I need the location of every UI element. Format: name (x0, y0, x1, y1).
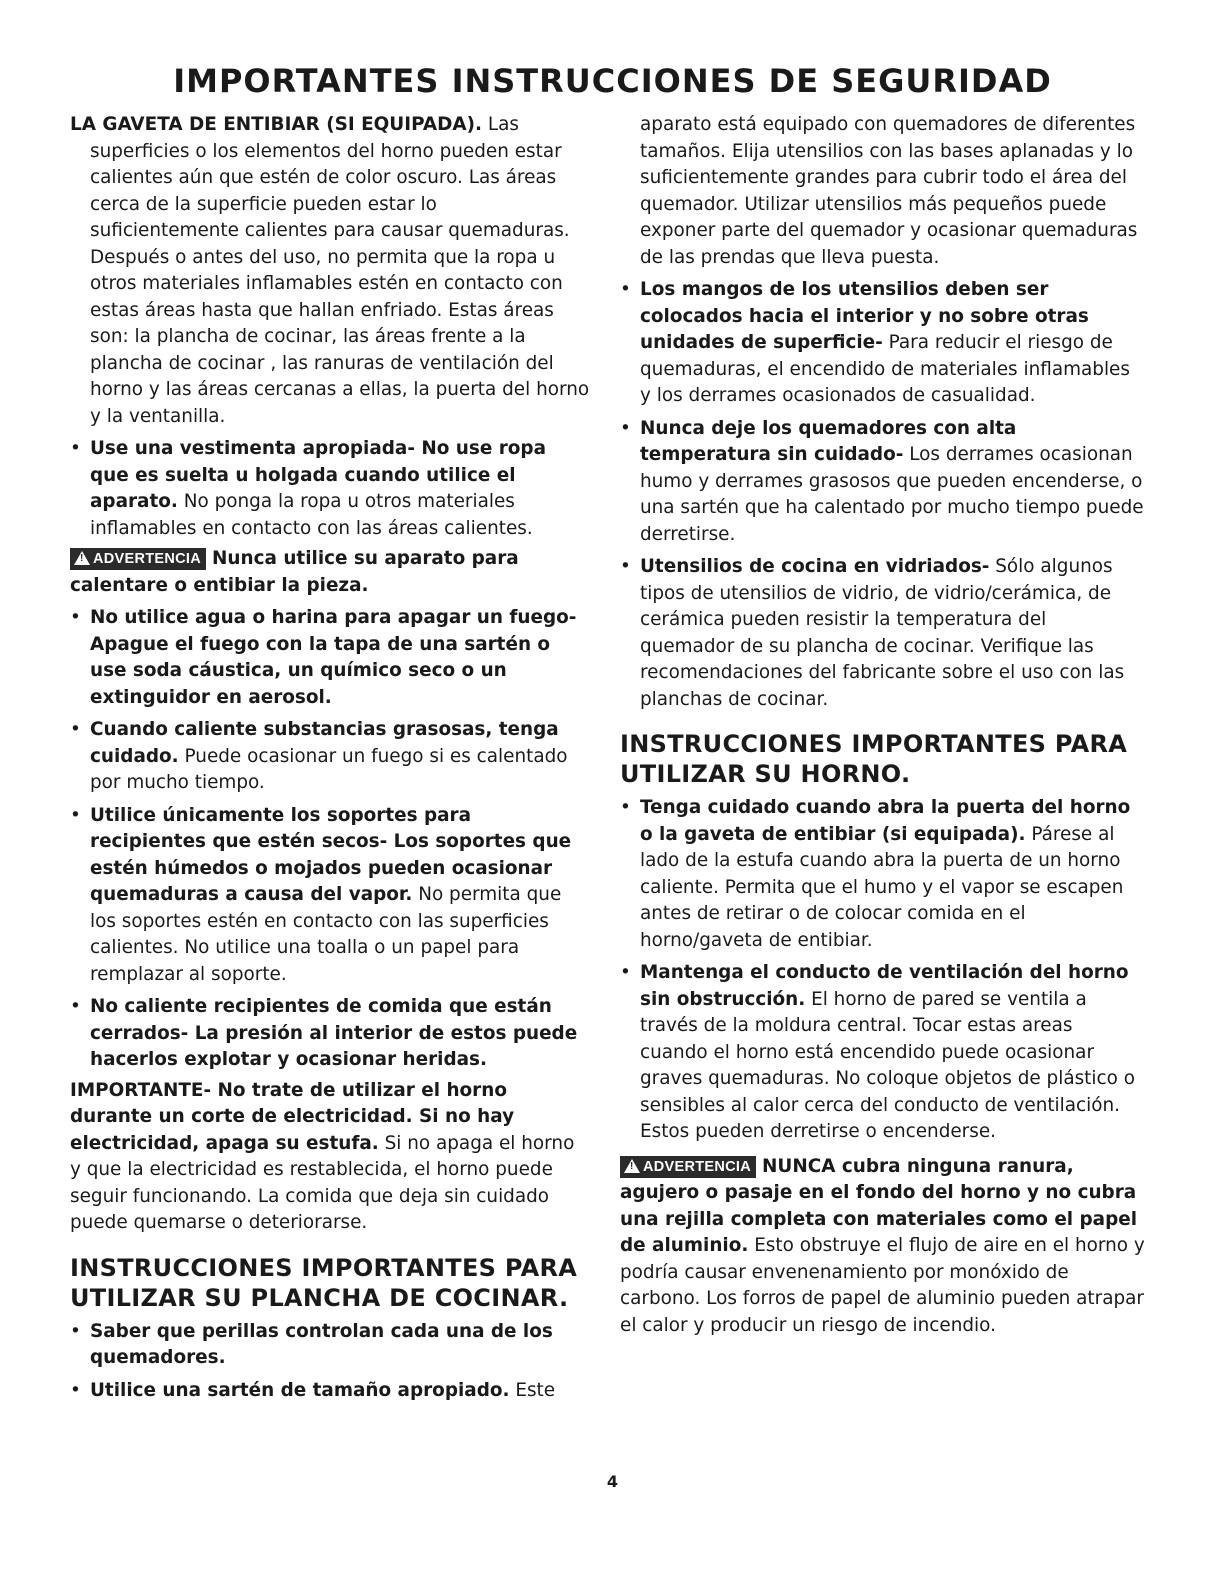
cooktop-section-heading: INSTRUCCIONES IMPORTANTES PARA UTILIZAR SU PLANCHA DE COCINAR. (70, 1253, 578, 1312)
page-number: 4 (606, 1472, 619, 1491)
bullet-text: Para reducir el riesgo de quemaduras, el encendido de materiales inflamables y los derrames ocasionados de casualidad. (640, 332, 1130, 406)
continued-paragraph: aparato está equipado con quemadores de diferentes tamaños. Elija utensilios con las bases aplanadas y lo suficientemente grandes para cubrir todo el área del quemador. Utilizar utensilios más pequeños puede exponer parte del quemador y ocasionar quemaduras de las prendas que lleva puesta. (640, 114, 1138, 268)
list-item (70, 605, 590, 711)
warning-text: Nunca utilice su aparato para calentare o entibiar la pieza. (70, 548, 519, 596)
bullet-bold: Los mangos de los utensilios deben ser colocados hacia el interior y no sobre otras unidades de superficie- (640, 279, 1089, 353)
bullet-icon: • (70, 719, 81, 740)
warming-drawer-heading: LA GAVETA DE ENTIBIAR (SI EQUIPADA). (70, 114, 482, 135)
bullet-icon: • (620, 962, 631, 983)
bullet-bold: Nunca deje los quemadores con alta temperatura sin cuidado- (640, 417, 1017, 465)
warning-note (620, 1154, 1145, 1340)
list-item (620, 960, 1145, 1146)
page-title: IMPORTANTES INSTRUCCIONES DE SEGURIDAD (173, 62, 1052, 100)
right-column (620, 112, 1145, 1339)
bullet-icon: • (620, 417, 631, 439)
warning-badge (70, 548, 206, 570)
bullet-icon: • (70, 804, 81, 826)
warning-note (70, 546, 590, 599)
bullet-bold: Utilice una sartén de tamaño apropiado. (90, 1379, 510, 1401)
bullet-bold: Cuando caliente substancias grasosas, tenga cuidado. (90, 719, 559, 767)
list-item (620, 416, 1145, 549)
warning-triangle-icon (74, 551, 90, 565)
list-item (620, 795, 1145, 954)
warming-drawer-text: Las superficies o los elementos del horno pueden estar calientes aún que estén de color oscuro. Las áreas cerca de la superficie pueden estar lo suficientemente calientes para causar quemaduras. Después o antes del uso, no permita que la ropa u otros materiales inflamables estén en contacto con estas áreas hasta que hallan enfriado. Estas áreas son: la plancha de cocinar, las áreas frente a la plancha de cocinar , las ranuras de ventilación del horno y las áreas cercanas a ellas, la puerta del horno y la ventanilla. (90, 114, 590, 427)
bullet-bold: Use una vestimenta apropiada- No use ropa que es suelta u holgada cuando utilice el aparato. (90, 438, 546, 512)
warming-drawer-paragraph (70, 112, 590, 430)
warning-label: ADVERTENCIA (93, 551, 202, 567)
bullet-icon: • (620, 797, 631, 818)
warning-triangle-icon (624, 1159, 640, 1173)
list-item (70, 994, 590, 1074)
bullet-bold: Utilice únicamente los soportes para recipientes que estén secos- Los soportes que estén húmedos o mojados pueden ocasionar quemaduras a causa del vapor. (90, 804, 572, 905)
bullet-icon: • (70, 607, 81, 628)
bullet-text: El horno de pared se ventila a través de la moldura central. Tocar estas areas cuando el horno está encendido puede ocasionar graves quemaduras. No coloque objetos de plástico o sensibles al calor cerca del conducto de ventilación. Estos pueden derretirse o encenderse. (640, 988, 1135, 1142)
warning-badge (620, 1156, 756, 1178)
oven-section-heading: INSTRUCCIONES IMPORTANTES PARA UTILIZAR SU HORNO. (620, 730, 1128, 788)
list-item (70, 1378, 590, 1405)
bullet-icon: • (620, 279, 631, 300)
bullet-text: No permita que los soportes estén en contacto con las superficies calientes. No utilice una toalla o un papel para remplazar al soporte. (90, 884, 562, 985)
bullet-bold: Saber que perillas controlan cada una de los quemadores. (90, 1320, 553, 1368)
list-item (620, 277, 1145, 410)
bullet-icon: • (620, 556, 631, 577)
bullet-text: No ponga la ropa u otros materiales inflamables en contacto con las áreas calientes. (90, 491, 533, 539)
list-item (70, 436, 590, 542)
bullet-bold: No caliente recipientes de comida que están cerrados- La presión al interior de estos puede hacerlos explotar y ocasionar heridas. (90, 996, 578, 1070)
bullet-text: Párese al lado de la estufa cuando abra la puerta de un horno caliente. Permita que el humo y el vapor se escapen antes de retirar o de colocar comida en el horno/gaveta de entibiar. (640, 823, 1124, 951)
bullet-icon: • (70, 1320, 81, 1342)
warning-text: Esto obstruye el flujo de aire en el horno y podría causar envenenamiento por monóxido de carbono. Los forros de papel de aluminio pueden atrapar el calor y producir un riesgo de incendio. (620, 1235, 1145, 1336)
list-item (70, 1319, 590, 1372)
bullet-text: Los derrames ocasionan humo y derrames grasosos que pueden encenderse, o una sartén que ha calentado por mucho tiempo puede derretirse. (640, 444, 1144, 545)
list-item (620, 554, 1145, 713)
bullet-icon: • (70, 438, 81, 459)
bullet-bold: Tenga cuidado cuando abra la puerta del horno o la gaveta de entibiar (si equipada). (640, 797, 1131, 845)
bullet-bold: No utilice agua o harina para apagar un fuego- Apague el fuego con la tapa de una sartén o use soda cáustica, un químico seco o un extinguidor en aerosol. (90, 607, 577, 708)
bullet-bold: Utensilios de cocina en vidriados- (640, 556, 990, 577)
bullet-bold: Mantenga el conducto de ventilación del horno sin obstrucción. (640, 962, 1129, 1010)
list-item (70, 717, 590, 797)
bullet-icon: • (70, 1379, 81, 1401)
important-bold: IMPORTANTE- No trate de utilizar el horno durante un corte de electricidad. Si no hay electricidad, apaga su estufa. (70, 1079, 515, 1154)
important-paragraph (70, 1078, 590, 1237)
warning-bold: NUNCA cubra ninguna ranura, agujero o pasaje en el fondo del horno y no cubra una rejilla completa con materiales como el papel de aluminio. (620, 1155, 1138, 1256)
bullet-text: Sólo algunos tipos de utensilios de vidrio, de vidrio/cerámica, de cerámica pueden resistir la temperatura del quemador de su plancha de cocinar. Verifique las recomendaciones del fabricante sobre el uso con las planchas de cocinar. (640, 556, 1125, 710)
bullet-text: Puede ocasionar un fuego si es calentado por mucho tiempo. (90, 745, 568, 793)
bullet-icon: • (70, 996, 81, 1017)
left-column (70, 112, 590, 1404)
warning-label: ADVERTENCIA (643, 1158, 752, 1175)
list-item (70, 803, 590, 989)
bullet-text: Este (509, 1379, 556, 1401)
important-text: Si no apaga el horno y que la electricidad es restablecida, el horno puede seguir funcionando. La comida que deja sin cuidado puede quemarse o deteriorarse. (70, 1132, 575, 1233)
